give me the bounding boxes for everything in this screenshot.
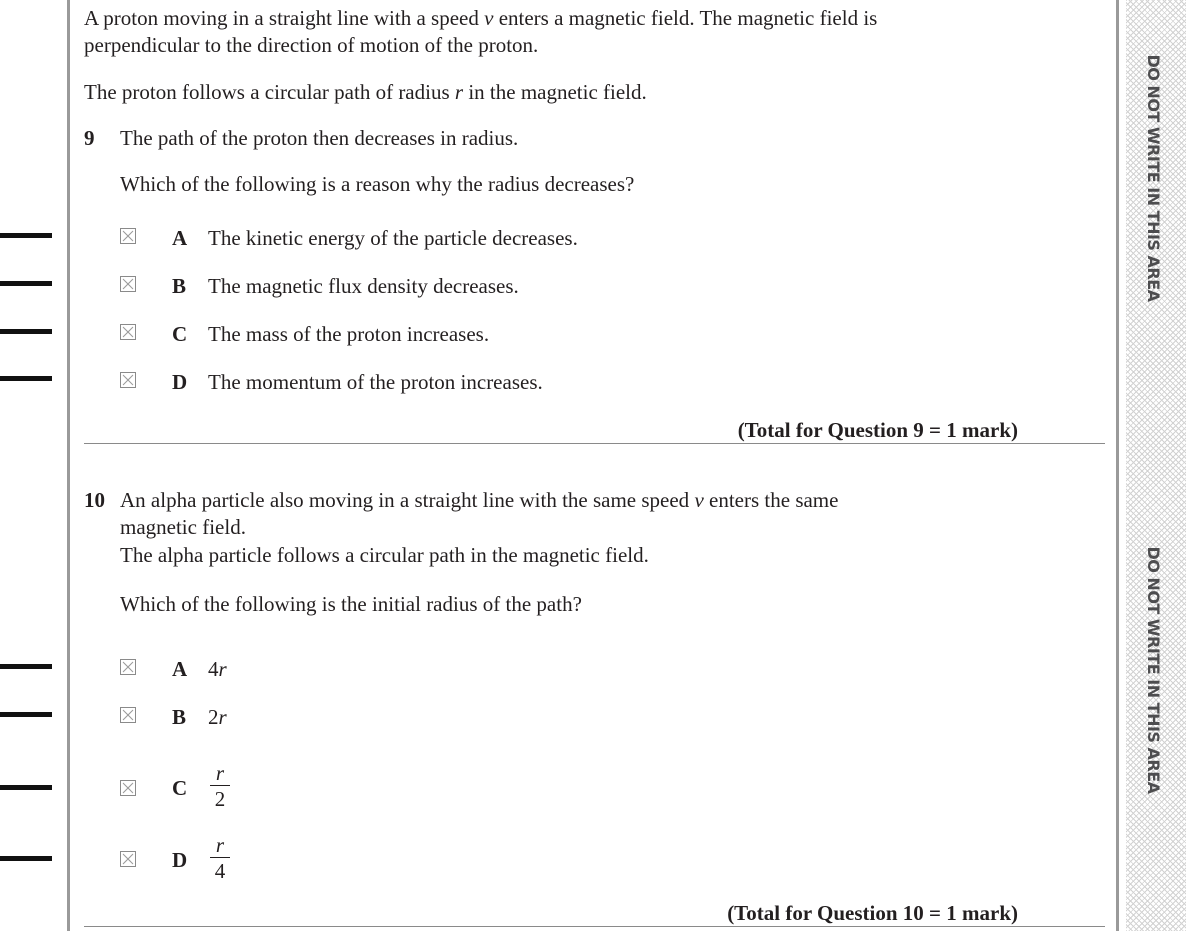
- intro-line-3: The proton follows a circular path of radius r in the magnetic field.: [84, 80, 647, 104]
- alignment-tick: [0, 281, 52, 286]
- question-10-total: (Total for Question 10 = 1 mark): [727, 901, 1018, 925]
- fraction-numerator: r: [215, 833, 225, 857]
- q10-option-d-checkbox[interactable]: [120, 851, 136, 867]
- question-9-prompt: Which of the following is a reason why the radius decreases?: [120, 172, 635, 196]
- q9-option-a-text: The kinetic energy of the particle decreases.: [208, 226, 578, 250]
- q9-option-d-text: The momentum of the proton increases.: [208, 370, 543, 394]
- alignment-tick: [0, 785, 52, 790]
- q10-option-c-fraction: [208, 762, 232, 810]
- q9-option-d-checkbox[interactable]: [120, 372, 136, 388]
- question-9-stem: The path of the proton then decreases in radius.: [120, 126, 519, 150]
- question-9-total: (Total for Question 9 = 1 mark): [737, 418, 1018, 442]
- fraction-bar: [210, 857, 230, 858]
- question-10-prompt: Which of the following is the initial radius of the path?: [120, 592, 582, 616]
- question-10-stem-line-1: An alpha particle also moving in a straight line with the same speed v enters the same: [120, 488, 839, 512]
- q10-option-c-checkbox[interactable]: [120, 780, 136, 796]
- fraction-numerator: r: [215, 761, 225, 785]
- alignment-tick: [0, 712, 52, 717]
- q9-option-b-text: The magnetic flux density decreases.: [208, 274, 519, 298]
- q10-option-c-letter: C: [172, 776, 188, 800]
- right-margin-line: [1116, 0, 1119, 931]
- warning-top: DO NOT WRITE IN THIS AREA: [1144, 54, 1164, 302]
- q9-option-a-checkbox[interactable]: [120, 228, 136, 244]
- q10-option-d-letter: D: [172, 848, 188, 872]
- question-10-number: 10: [84, 488, 105, 512]
- q10-option-a-letter: A: [172, 657, 188, 681]
- q10-option-a-value: 4r: [208, 657, 227, 681]
- question-9-number: 9: [84, 126, 95, 150]
- q9-option-b-checkbox[interactable]: [120, 276, 136, 292]
- q9-option-c-checkbox[interactable]: [120, 324, 136, 340]
- q10-option-b-letter: B: [172, 705, 187, 729]
- q9-option-c-text: The mass of the proton increases.: [208, 322, 490, 346]
- q10-option-a-checkbox[interactable]: [120, 659, 136, 675]
- q9-option-d-letter: D: [172, 370, 188, 394]
- warning-bottom-wrap: [1140, 500, 1168, 840]
- question-9-divider: [84, 443, 1105, 444]
- question-10-divider: [84, 926, 1105, 927]
- q9-option-a-letter: A: [172, 226, 188, 250]
- alignment-tick: [0, 664, 52, 669]
- q10-option-b-value: 2r: [208, 705, 227, 729]
- warning-top-wrap: [1140, 8, 1168, 348]
- intro-line-2: perpendicular to the direction of motion of the proton.: [84, 33, 539, 57]
- intro-line-1: A proton moving in a straight line with a speed v enters a magnetic field. The magnetic field is: [84, 6, 878, 30]
- alignment-tick: [0, 376, 52, 381]
- fraction-denominator: 4: [214, 859, 226, 883]
- fraction-bar: [210, 785, 230, 786]
- fraction-denominator: 2: [214, 787, 226, 811]
- q10-option-b-checkbox[interactable]: [120, 707, 136, 723]
- alignment-tick: [0, 329, 52, 334]
- warning-bottom: DO NOT WRITE IN THIS AREA: [1144, 546, 1164, 794]
- q10-option-d-fraction: [208, 834, 232, 882]
- question-10-stem-line-2: magnetic field.: [120, 515, 246, 539]
- q9-option-b-letter: B: [172, 274, 187, 298]
- alignment-tick: [0, 233, 52, 238]
- question-10-stem-line-3: The alpha particle follows a circular path in the magnetic field.: [120, 543, 649, 567]
- left-margin-line: [67, 0, 70, 931]
- alignment-tick: [0, 856, 52, 861]
- q9-option-c-letter: C: [172, 322, 188, 346]
